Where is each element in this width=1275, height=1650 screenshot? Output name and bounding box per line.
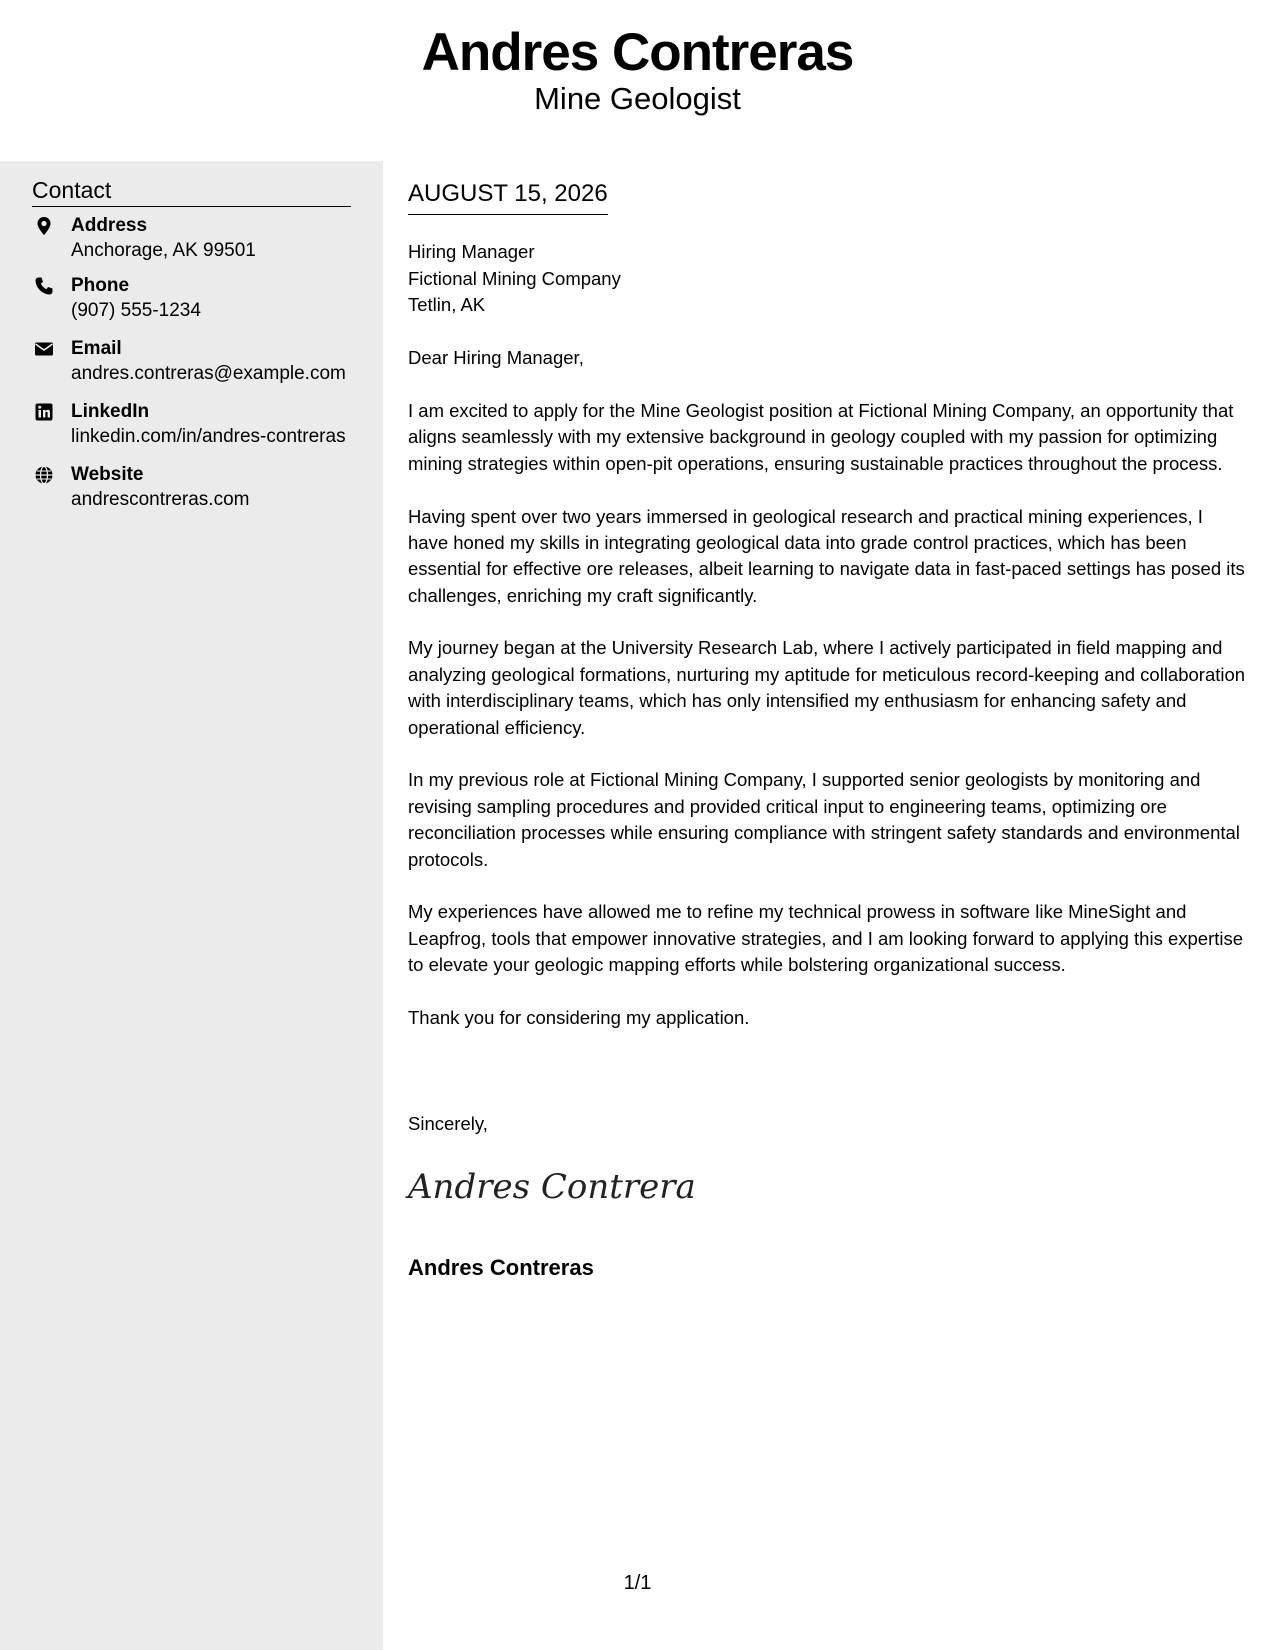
letter-paragraph: My experiences have allowed me to refine my technical prowess in software like MineSight and Leapfrog, tools that empower innovative strategies, and I am looking forward to applying this expertise to elevate your geologic mapping efforts while bolstering organizational success. bbox=[408, 901, 1244, 976]
contact-label: Phone bbox=[71, 275, 130, 296]
letter-paragraph: In my previous role at Fictional Mining Company, I supported senior geologists by monitoring and revising sampling procedures and provided critical input to engineering teams, optimizing ore reconciliation processes while ensuring compliance with stringent safety standards and environmental protocols. bbox=[408, 769, 1240, 870]
contact-value: andrescontreras.com bbox=[71, 489, 250, 510]
contact-value: (907) 555-1234 bbox=[71, 300, 201, 321]
recipient-line: Fictional Mining Company bbox=[408, 267, 621, 289]
contact-value: andres.contreras@example.com bbox=[71, 363, 346, 384]
contact-label: Email bbox=[71, 338, 122, 359]
envelope-icon bbox=[34, 339, 54, 359]
contact-item-phone bbox=[32, 274, 372, 330]
contact-value: Anchorage, AK 99501 bbox=[71, 240, 256, 261]
phone-icon bbox=[34, 276, 54, 296]
contact-item-website bbox=[32, 463, 372, 519]
letter-paragraphs bbox=[408, 398, 1248, 1058]
header bbox=[0, 0, 1275, 160]
contact-item-email bbox=[32, 337, 372, 393]
contact-heading: Contact bbox=[32, 175, 351, 207]
contact-item-linkedin bbox=[32, 400, 372, 456]
signer-name: Andres Contreras bbox=[408, 1255, 594, 1280]
job-title: Mine Geologist bbox=[534, 81, 741, 116]
signature: Andres Contrera bbox=[408, 1167, 696, 1207]
contact-sidebar bbox=[0, 161, 383, 1650]
page-number: 1/1 bbox=[623, 1572, 652, 1594]
recipient-block bbox=[408, 239, 621, 319]
letter-paragraph: I am excited to apply for the Mine Geologist position at Fictional Mining Company, an opportunity that aligns seamlessly with my extensive background in geology coupled with my passion for optimizing mining strategies within open-pit operations, ensuring sustainable practices throughout the process. bbox=[408, 400, 1234, 474]
recipient-line: Tetlin, AK bbox=[408, 294, 486, 315]
applicant-name: Andres Contreras bbox=[421, 23, 854, 82]
recipient-line: Hiring Manager bbox=[408, 241, 535, 262]
letter-paragraph: My journey began at the University Research Lab, where I actively participated in field mapping and analyzing geological formations, nurturing my aptitude for meticulous record-keeping and collaboration with interdisciplinary teams, which has only intensified my enthusiasm for enhancing safety and operational efficiency. bbox=[408, 637, 1246, 738]
letter-paragraph: Thank you for considering my application. bbox=[408, 1006, 750, 1028]
salutation: Dear Hiring Manager, bbox=[408, 347, 584, 368]
letter-paragraph: Having spent over two years immersed in geological research and practical mining experiences, I have honed my skills in integrating geological data into grade control practices, which has been essential for effective ore releases, albeit learning to navigate data in fast-paced settings has posed its challenges, enriching my craft significantly. bbox=[408, 505, 1245, 606]
contact-label: LinkedIn bbox=[71, 401, 150, 422]
contact-value: linkedin.com/in/andres-contreras bbox=[71, 426, 346, 447]
contact-label: Address bbox=[71, 215, 148, 236]
linkedin-icon bbox=[34, 402, 54, 422]
contact-item-address bbox=[32, 214, 372, 270]
contact-label: Website bbox=[71, 464, 144, 485]
map-pin-icon bbox=[34, 216, 54, 236]
globe-icon bbox=[34, 465, 54, 485]
closing: Sincerely, bbox=[408, 1113, 488, 1134]
letter-date: AUGUST 15, 2026 bbox=[408, 179, 608, 215]
